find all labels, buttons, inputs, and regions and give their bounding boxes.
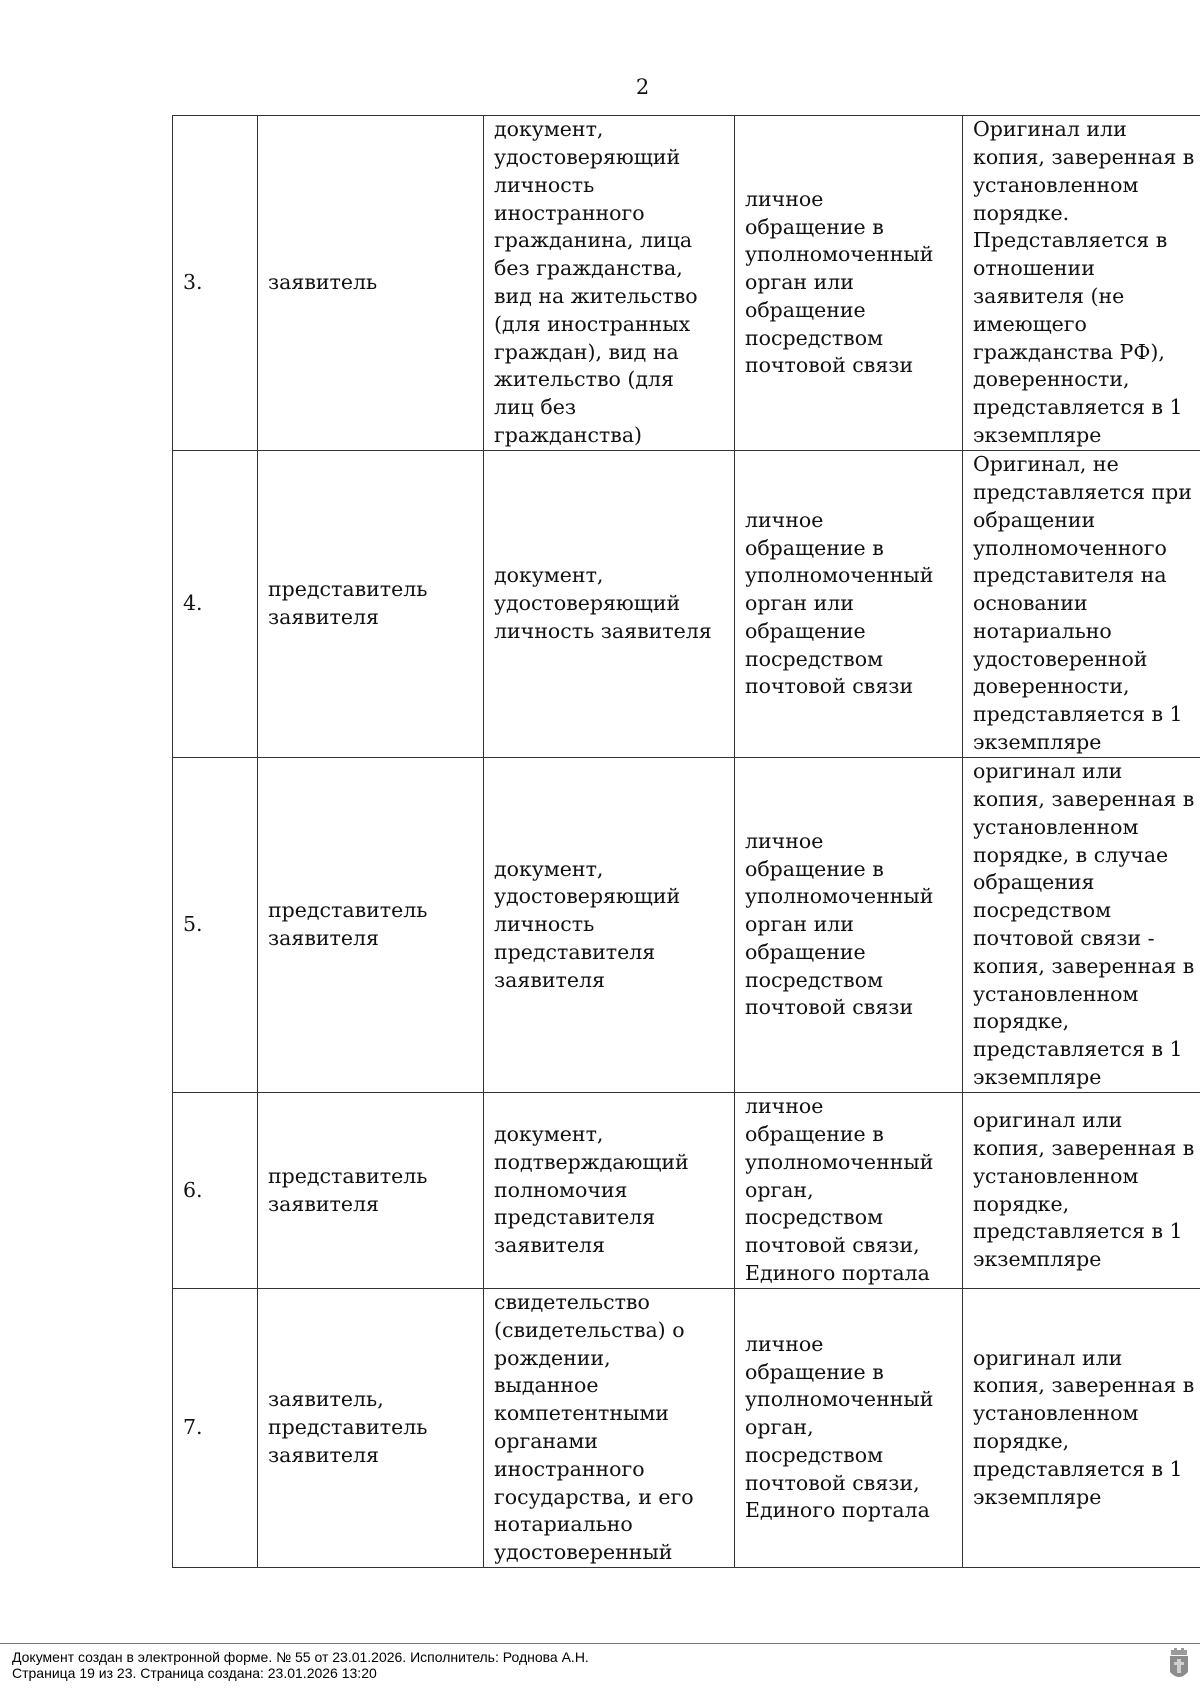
row-number: 7. [183, 1415, 203, 1440]
applicant-text: представитель заявителя [268, 1163, 428, 1216]
table-row [173, 1093, 1200, 1289]
row-number-cell [173, 1093, 258, 1289]
document-footer [12, 1649, 589, 1681]
method-cell [735, 116, 963, 451]
applicant-text: представитель заявителя [268, 577, 428, 629]
document-cell [484, 758, 735, 1093]
applicant-text: представитель заявителя [268, 898, 428, 950]
applicant-cell [258, 1289, 484, 1568]
row-number: 4. [183, 591, 203, 616]
document-text: документ, удостоверяющий личность представителя заявителя [494, 856, 681, 992]
document-cell [484, 116, 735, 451]
document-text: документ, удостоверяющий личность заявителя [494, 563, 712, 643]
document-cell [484, 451, 735, 758]
row-number-cell [173, 758, 258, 1093]
table-row [173, 451, 1200, 758]
applicant-cell [258, 116, 484, 451]
document-text: документ, удостоверяющий личность иностранного гражданина, лица без гражданства, вид на жительство (для иностранных граждан), вид на жительство (для лиц без гражданства) [494, 117, 698, 447]
requirements-cell [963, 1289, 1200, 1568]
row-number: 5. [183, 912, 203, 937]
footer-divider [0, 1643, 1200, 1644]
applicant-cell [258, 451, 484, 758]
applicant-text: заявитель [268, 270, 378, 295]
requirements-text: оригинал или копия, заверенная в установленном порядке, представляется в 1 экземпляре [973, 1108, 1195, 1272]
page-number: 2 [635, 75, 650, 99]
method-text: личное обращение в уполномоченный орган или обращение посредством почтовой связи [745, 507, 934, 699]
requirements-text: Оригинал, не представляется при обращении уполномоченного представителя на основании нотариально удостоверенной доверенности, представляется в 1 экземпляре [973, 452, 1192, 755]
method-cell [735, 1093, 963, 1289]
method-cell [735, 1289, 963, 1568]
applicant-cell [258, 1093, 484, 1289]
method-text: личное обращение в уполномоченный орган или обращение посредством почтовой связи [745, 828, 934, 1020]
requirements-cell [963, 758, 1200, 1093]
documents-table [172, 115, 1200, 1568]
document-cell [484, 1093, 735, 1289]
table-row [173, 1289, 1200, 1568]
requirements-text: оригинал или копия, заверенная в установленном порядке, в случае обращения посредством почтовой связи - копия, заверенная в установленном порядке, представляется в 1 экземпляре [973, 759, 1195, 1089]
coat-of-arms-icon [1168, 1648, 1190, 1682]
document-text: документ, подтверждающий полномочия представителя заявителя [494, 1122, 689, 1258]
requirements-cell [963, 1093, 1200, 1289]
row-number: 3. [183, 270, 203, 295]
document-text: свидетельство (свидетельства) о рождении, выданное компетентными органами иностранного государства, и его нотариально удостоверенный [494, 1290, 694, 1565]
table-row [173, 758, 1200, 1093]
row-number: 6. [183, 1177, 203, 1202]
method-text: личное обращение в уполномоченный орган, посредством почтовой связи, Единого портала [745, 1331, 934, 1523]
method-text: личное обращение в уполномоченный орган или обращение посредством почтовой связи [745, 186, 934, 378]
method-cell [735, 451, 963, 758]
applicant-text: заявитель, представитель заявителя [268, 1387, 428, 1467]
requirements-text: оригинал или копия, заверенная в установленном порядке, представляется в 1 экземпляре [973, 1345, 1195, 1509]
footer-line-page: Страница 19 из 23. Страница создана: 23.01.2026 13:20 [12, 1665, 377, 1681]
requirements-cell [963, 116, 1200, 451]
row-number-cell [173, 116, 258, 451]
method-text: личное обращение в уполномоченный орган, посредством почтовой связи, Единого портала [745, 1094, 934, 1285]
requirements-text: Оригинал или копия, заверенная в установленном порядке. Представляется в отношении заявителя (не имеющего гражданства РФ), доверенности, представляется в 1 экземпляре [973, 117, 1195, 447]
table-row [173, 116, 1200, 451]
applicant-cell [258, 758, 484, 1093]
document-cell [484, 1289, 735, 1568]
row-number-cell [173, 1289, 258, 1568]
footer-line-created: Документ создан в электронной форме. № 55 от 23.01.2026. Исполнитель: Роднова А.Н. [12, 1649, 589, 1665]
row-number-cell [173, 451, 258, 758]
requirements-cell [963, 451, 1200, 758]
method-cell [735, 758, 963, 1093]
